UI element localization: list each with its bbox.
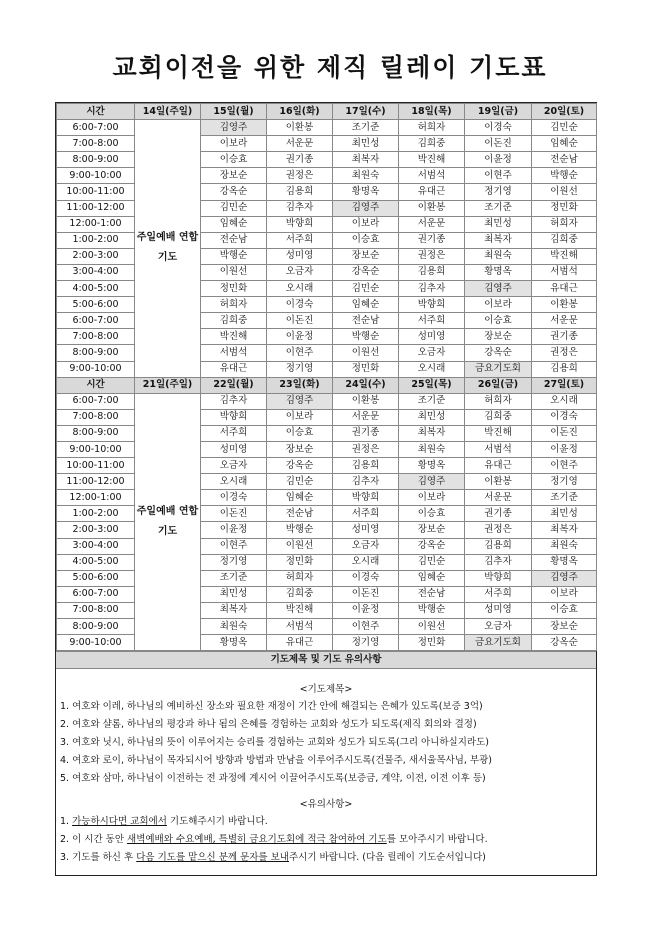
name-cell: 장보순 [333,248,399,264]
name-cell: 황명옥 [399,458,465,474]
name-cell: 이경숙 [267,297,333,313]
name-cell: 오금자 [333,538,399,554]
name-cell: 김희중 [399,136,465,152]
name-cell: 허희자 [465,393,532,409]
name-cell: 강옥순 [333,264,399,280]
name-cell: 오금자 [465,619,532,635]
name-cell: 유대근 [267,635,333,651]
name-cell: 박향희 [465,570,532,586]
name-cell: 성미영 [465,602,532,618]
topic-item: 2. 여호와 샬롬, 하나님의 평강과 하나 됨의 은혜를 경험하는 교회와 성도가 되도록(제직 회의와 결정) [60,719,477,731]
time-slot: 2:00-3:00 [57,248,135,264]
name-cell: 오시래 [399,361,465,377]
name-cell: 황명옥 [465,264,532,280]
name-cell: 이승효 [267,425,333,441]
name-cell: 김희중 [532,232,597,248]
name-cell: 전순남 [201,232,267,248]
name-cell: 서범석 [399,168,465,184]
name-cell: 김민순 [333,281,399,297]
name-cell: 이경숙 [465,120,532,136]
name-cell: 박진해 [201,329,267,345]
name-cell: 이현주 [532,458,597,474]
name-cell: 성미영 [399,329,465,345]
column-header: 24일(수) [333,377,399,393]
time-slot: 6:00-7:00 [57,313,135,329]
prayer-schedule-sheet [55,102,597,876]
cautions-title: <유의사항> [299,799,353,811]
time-slot: 7:00-8:00 [57,329,135,345]
name-cell: 서주희 [399,313,465,329]
name-cell: 이돈진 [532,425,597,441]
name-cell: 장보순 [465,329,532,345]
name-cell: 최복자 [201,602,267,618]
name-cell: 이돈진 [333,586,399,602]
name-cell: 김희중 [201,313,267,329]
name-cell: 최민성 [399,409,465,425]
name-cell: 김영주 [399,474,465,490]
name-cell: 강옥순 [532,635,597,651]
name-cell: 성미영 [333,522,399,538]
name-cell: 서범석 [201,345,267,361]
name-cell: 김추자 [399,281,465,297]
name-cell: 김용희 [465,538,532,554]
name-cell: 김추자 [201,393,267,409]
time-slot: 8:00-9:00 [57,425,135,441]
name-cell: 박진해 [465,425,532,441]
name-cell: 김추자 [333,474,399,490]
time-slot: 4:00-5:00 [57,281,135,297]
name-cell: 성미영 [201,441,267,457]
time-slot: 1:00-2:00 [57,506,135,522]
name-cell: 금요기도회 [465,635,532,651]
time-slot: 2:00-3:00 [57,522,135,538]
name-cell: 권기종 [532,329,597,345]
name-cell: 이현주 [333,619,399,635]
time-slot: 5:00-6:00 [57,570,135,586]
name-cell: 이윤정 [333,602,399,618]
time-slot: 4:00-5:00 [57,554,135,570]
column-header: 15일(월) [201,104,267,120]
time-slot: 6:00-7:00 [57,120,135,136]
name-cell: 이돈진 [201,506,267,522]
name-cell: 박향희 [267,216,333,232]
time-slot: 6:00-7:00 [57,586,135,602]
name-cell: 이경숙 [532,409,597,425]
column-header: 22일(월) [201,377,267,393]
name-cell: 서주희 [267,232,333,248]
name-cell: 이보라 [201,136,267,152]
name-cell: 황명옥 [201,635,267,651]
name-cell: 유대근 [201,361,267,377]
name-cell: 권정은 [333,441,399,457]
name-cell: 이보라 [333,216,399,232]
name-cell: 정기영 [201,554,267,570]
column-header: 21일(주일) [135,377,201,393]
name-cell: 박향희 [399,297,465,313]
name-cell: 서운문 [465,490,532,506]
name-cell: 정민화 [333,361,399,377]
name-cell: 김희중 [465,409,532,425]
name-cell: 이원선 [532,184,597,200]
name-cell: 오금자 [201,458,267,474]
column-header: 25일(목) [399,377,465,393]
name-cell: 강옥순 [399,538,465,554]
name-cell: 이환봉 [267,120,333,136]
topic-item: 4. 여호와 로이, 하나님이 목자되시어 방향과 방법과 만남을 이루어주시도록(건물주, 새서울목사님, 부광) [60,755,492,767]
name-cell: 오시래 [333,554,399,570]
name-cell: 이원선 [201,264,267,280]
time-slot: 11:00-12:00 [57,200,135,216]
name-cell: 조기준 [399,393,465,409]
time-slot: 7:00-8:00 [57,136,135,152]
name-cell: 오금자 [399,345,465,361]
name-cell: 권정은 [532,345,597,361]
name-cell: 최원숙 [399,441,465,457]
table-row [57,120,597,136]
time-slot: 9:00-10:00 [57,635,135,651]
table-row [57,393,597,409]
time-slot: 10:00-11:00 [57,458,135,474]
name-cell: 이윤정 [532,441,597,457]
name-cell: 이승효 [532,602,597,618]
name-cell: 최복자 [399,425,465,441]
name-cell: 박진해 [399,152,465,168]
name-cell: 김추자 [267,200,333,216]
name-cell: 박진해 [532,248,597,264]
name-cell: 유대근 [465,458,532,474]
notes-section [56,669,596,875]
time-slot: 1:00-2:00 [57,232,135,248]
name-cell: 서운문 [532,313,597,329]
name-cell: 이경숙 [201,490,267,506]
name-cell: 유대근 [399,184,465,200]
name-cell: 서주희 [333,506,399,522]
name-cell: 이윤정 [465,152,532,168]
name-cell: 박향희 [201,409,267,425]
name-cell: 권정은 [465,522,532,538]
topic-item: 3. 여호와 닛시, 하나님의 뜻이 이루어지는 승리를 경험하는 교회와 성도가 되도록(그리 아니하실지라도) [60,737,489,749]
name-cell: 이돈진 [267,313,333,329]
name-cell: 장보순 [399,522,465,538]
name-cell: 이원선 [333,345,399,361]
name-cell: 서주희 [201,425,267,441]
column-header: 시간 [57,104,135,120]
name-cell: 정기영 [532,474,597,490]
name-cell: 강옥순 [267,458,333,474]
notes-header: 기도제목 및 기도 유의사항 [56,651,596,669]
name-cell: 이보라 [532,586,597,602]
time-slot: 8:00-9:00 [57,152,135,168]
sunday-joint-prayer: 주일예배 연합기도 [135,120,201,378]
name-cell: 이현주 [465,168,532,184]
name-cell: 이승효 [399,506,465,522]
name-cell: 김민순 [532,120,597,136]
name-cell: 강옥순 [465,345,532,361]
time-slot: 6:00-7:00 [57,393,135,409]
name-cell: 최원숙 [333,168,399,184]
page-title: 교회이전을 위한 제직 릴레이 기도표 [112,53,548,82]
name-cell: 최복자 [333,152,399,168]
sunday-joint-prayer: 주일예배 연합기도 [135,393,201,651]
time-slot: 12:00-1:00 [57,216,135,232]
name-cell: 이원선 [399,619,465,635]
column-header: 시간 [57,377,135,393]
name-cell: 이승효 [201,152,267,168]
name-cell: 김민순 [399,554,465,570]
name-cell: 김영주 [201,120,267,136]
caution-item: 2. 이 시간 동안 새벽예배와 수요예배, 특별히 금요기도회에 적극 참여하여 기도를 모아주시기 바랍니다. [60,834,488,846]
name-cell: 성미영 [267,248,333,264]
name-cell: 조기준 [333,120,399,136]
name-cell: 임혜순 [532,136,597,152]
column-header: 16일(화) [267,104,333,120]
column-header: 14일(주일) [135,104,201,120]
name-cell: 김영주 [333,200,399,216]
name-cell: 이환봉 [532,297,597,313]
name-cell: 조기준 [532,490,597,506]
name-cell: 이윤정 [267,329,333,345]
column-header: 23일(화) [267,377,333,393]
name-cell: 김영주 [465,281,532,297]
name-cell: 권기종 [465,506,532,522]
topics-title: <기도제목> [299,684,353,696]
name-cell: 장보순 [532,619,597,635]
name-cell: 임혜순 [201,216,267,232]
name-cell: 박행순 [201,248,267,264]
name-cell: 이환봉 [399,200,465,216]
name-cell: 정기영 [465,184,532,200]
name-cell: 정민화 [399,635,465,651]
column-header: 27일(토) [532,377,597,393]
name-cell: 이윤정 [201,522,267,538]
name-cell: 이원선 [267,538,333,554]
name-cell: 이보라 [465,297,532,313]
time-slot: 3:00-4:00 [57,538,135,554]
name-cell: 최원숙 [201,619,267,635]
time-slot: 9:00-10:00 [57,168,135,184]
name-cell: 최원숙 [532,538,597,554]
name-cell: 이경숙 [333,570,399,586]
name-cell: 김용희 [267,184,333,200]
name-cell: 최복자 [532,522,597,538]
caution-item: 1. 가능하시다면 교회에서 기도해주시기 바랍니다. [60,816,268,828]
caution-item: 3. 기도를 하신 후 다음 기도를 맡으신 분께 문자를 보내주시기 바랍니다. (다음 릴레이 기도순서입니다) [60,852,486,864]
name-cell: 서운문 [333,409,399,425]
name-cell: 이보라 [399,490,465,506]
name-cell: 전순남 [333,313,399,329]
name-cell: 전순남 [267,506,333,522]
name-cell: 조기준 [465,200,532,216]
name-cell: 권기종 [267,152,333,168]
name-cell: 서운문 [267,136,333,152]
name-cell: 이승효 [465,313,532,329]
name-cell: 유대근 [532,281,597,297]
name-cell: 박행순 [532,168,597,184]
name-cell: 황명옥 [532,554,597,570]
name-cell: 서주희 [465,586,532,602]
name-cell: 정민화 [267,554,333,570]
name-cell: 오금자 [267,264,333,280]
name-cell: 이보라 [267,409,333,425]
name-cell: 오시래 [267,281,333,297]
topic-item: 5. 여호와 삼마, 하나님이 이전하는 전 과정에 계시어 이끌어주시도록(보증금, 계약, 이전, 이전 이후 등) [60,773,486,785]
topic-item: 1. 여호와 이레, 하나님의 예비하신 장소와 필요한 재정이 기간 안에 해결되는 은혜가 있도록(보증 3억) [60,701,483,713]
name-cell: 전순남 [399,586,465,602]
name-cell: 정민화 [532,200,597,216]
name-cell: 박행순 [333,329,399,345]
name-cell: 정민화 [201,281,267,297]
name-cell: 최민성 [201,586,267,602]
name-cell: 금요기도회 [465,361,532,377]
name-cell: 권기종 [399,232,465,248]
name-cell: 김영주 [267,393,333,409]
time-slot: 7:00-8:00 [57,409,135,425]
name-cell: 김민순 [267,474,333,490]
name-cell: 허희자 [201,297,267,313]
name-cell: 임혜순 [267,490,333,506]
name-cell: 서범석 [532,264,597,280]
name-cell: 서범석 [267,619,333,635]
name-cell: 황명옥 [333,184,399,200]
name-cell: 정기영 [267,361,333,377]
column-header: 18일(목) [399,104,465,120]
name-cell: 김민순 [201,200,267,216]
name-cell: 최민성 [333,136,399,152]
time-slot: 10:00-11:00 [57,184,135,200]
name-cell: 임혜순 [333,297,399,313]
name-cell: 이현주 [267,345,333,361]
name-cell: 김용희 [532,361,597,377]
name-cell: 서범석 [465,441,532,457]
name-cell: 권정은 [267,168,333,184]
name-cell: 정기영 [333,635,399,651]
name-cell: 김용희 [399,264,465,280]
name-cell: 최원숙 [465,248,532,264]
column-header: 19일(금) [465,104,532,120]
time-slot: 12:00-1:00 [57,490,135,506]
time-slot: 9:00-10:00 [57,441,135,457]
time-slot: 11:00-12:00 [57,474,135,490]
name-cell: 최민성 [465,216,532,232]
time-slot: 5:00-6:00 [57,297,135,313]
column-header: 26일(금) [465,377,532,393]
name-cell: 허희자 [532,216,597,232]
name-cell: 오시래 [201,474,267,490]
name-cell: 박행순 [267,522,333,538]
name-cell: 박행순 [399,602,465,618]
name-cell: 김추자 [465,554,532,570]
time-slot: 3:00-4:00 [57,264,135,280]
name-cell: 오시래 [532,393,597,409]
name-cell: 이환봉 [465,474,532,490]
name-cell: 서운문 [399,216,465,232]
name-cell: 임혜순 [399,570,465,586]
name-cell: 김영주 [532,570,597,586]
name-cell: 장보순 [267,441,333,457]
time-slot: 9:00-10:00 [57,361,135,377]
name-cell: 김용희 [333,458,399,474]
name-cell: 박향희 [333,490,399,506]
name-cell: 전순남 [532,152,597,168]
column-header: 20일(토) [532,104,597,120]
name-cell: 조기준 [201,570,267,586]
name-cell: 장보순 [201,168,267,184]
name-cell: 김희중 [267,586,333,602]
header-row [57,377,597,393]
name-cell: 이환봉 [333,393,399,409]
name-cell: 허희자 [399,120,465,136]
schedule-table [56,103,597,651]
time-slot: 8:00-9:00 [57,619,135,635]
name-cell: 최복자 [465,232,532,248]
name-cell: 최민성 [532,506,597,522]
name-cell: 강옥순 [201,184,267,200]
name-cell: 권기종 [333,425,399,441]
time-slot: 7:00-8:00 [57,602,135,618]
name-cell: 이현주 [201,538,267,554]
name-cell: 이승효 [333,232,399,248]
name-cell: 이돈진 [465,136,532,152]
time-slot: 8:00-9:00 [57,345,135,361]
name-cell: 허희자 [267,570,333,586]
name-cell: 박진해 [267,602,333,618]
header-row [57,104,597,120]
column-header: 17일(수) [333,104,399,120]
name-cell: 권정은 [399,248,465,264]
